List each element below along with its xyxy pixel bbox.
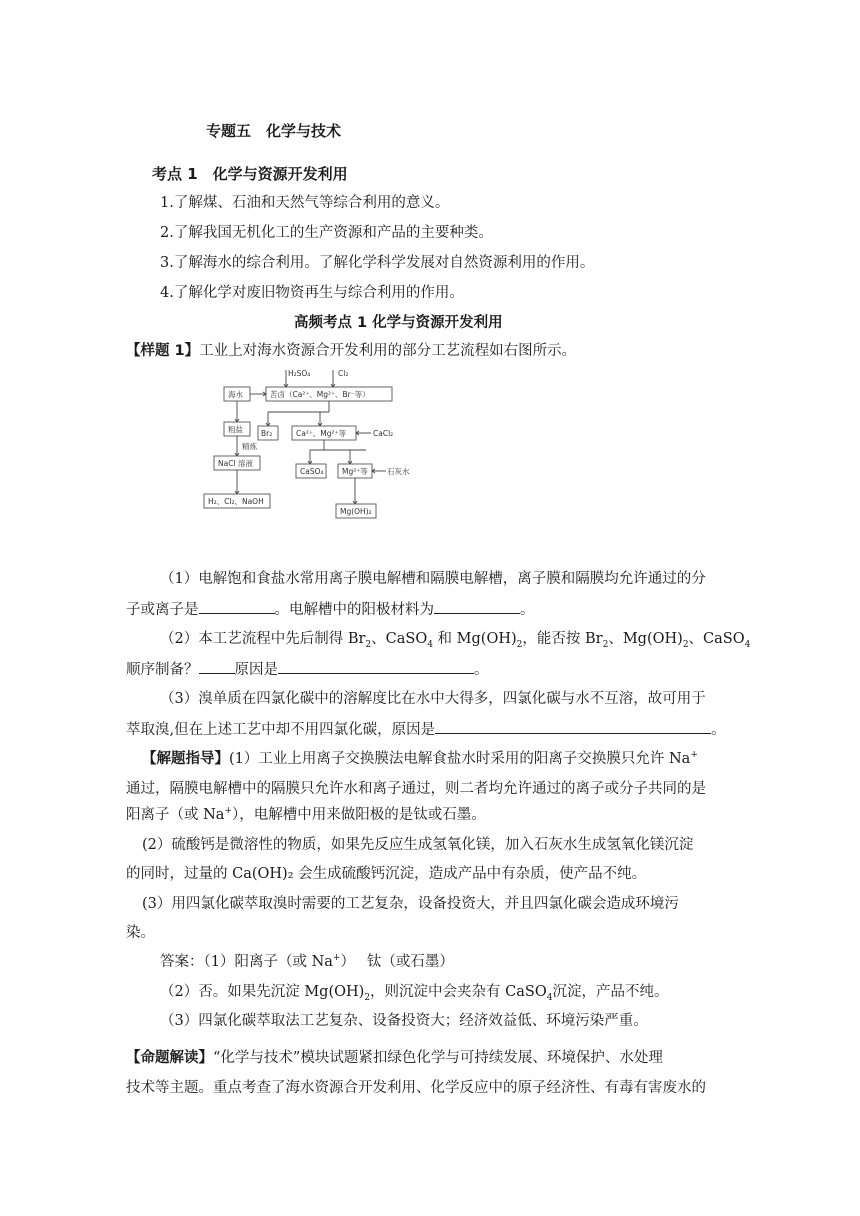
guide-line-2: 通过，隔膜电解槽中的隔膜只允许水和离子通过，则二者均允许通过的离子或分子共同的是 [126, 781, 706, 797]
question-2-line-1: （2）本工艺流程中先后制得 $Br_2$、CaSO$_4$ 和 $Mg(OH)_2$，能否按 $Br_2$、$Mg(OH)_2$、CaSO$_4$ [160, 631, 751, 650]
guide-line-3: 阳离子（或 Na+），电解槽中用来做阳极的是钛或石墨。 [126, 806, 486, 823]
process-flowchart [196, 368, 416, 522]
interpretation-label: 【命题解读】 [126, 1050, 213, 1066]
mgoh2-label: Mg(OH)₂ [340, 507, 372, 516]
interpretation-line-1: 【命题解读】“化学与技术”模块试题紧扣绿色化学与可持续发展、环境保护、水处理 [126, 1050, 663, 1066]
objective-item: 3.了解海水的综合利用。了解化学科学发展对自然资源利用的作用。 [160, 255, 595, 271]
question-1-line-2: 子或离子是 。电解槽中的阳极材料为 。 [126, 599, 535, 620]
example-intro [126, 341, 576, 361]
limewater-label: 石灰水 [387, 467, 410, 476]
answer-blank[interactable] [435, 719, 711, 734]
answer-blank[interactable] [278, 659, 474, 674]
example-text: 工业上对海水资源合开发利用的部分工艺流程如右图所示。 [199, 343, 577, 359]
question-2-line-2: 顺序制备？ 原因是 。 [126, 659, 489, 680]
answer-line-3: （3）四氯化碳萃取法工艺复杂、设备投资大；经济效益低、环境污染严重。 [160, 1013, 648, 1029]
question-1-line-1: （1）电解饱和食盐水常用离子膜电解槽和隔膜电解槽，离子膜和隔膜均允许通过的分 [160, 571, 706, 587]
answer-blank[interactable] [199, 659, 235, 674]
question-3-line-2: 萃取溴,但在上述工艺中却不用四氯化碳，原因是 。 [126, 719, 726, 740]
refine-label: 精炼 [242, 442, 257, 451]
crude-salt-label: 粗盐 [228, 425, 243, 434]
mg-ion-label: Mg²⁺等 [342, 467, 368, 476]
objective-item: 4.了解化学对废旧物资再生与综合利用的作用。 [160, 285, 464, 301]
cl2-label: Cl₂ [338, 369, 349, 378]
guide-line-7: 染。 [126, 925, 155, 941]
objective-item: 2.了解我国无机化工的生产资源和产品的主要种类。 [160, 225, 493, 241]
answer-blank[interactable] [434, 599, 520, 614]
objective-item: 1.了解煤、石油和天然气等综合利用的意义。 [160, 195, 450, 211]
caso4-label: CaSO₄ [300, 467, 324, 476]
guide-line-1: 【解题指导】(1）工业上用离子交换膜法电解食盐水时采用的阳离子交换膜只允许 Na+ [142, 750, 698, 767]
answer-line-2: （2）否。如果先沉淀 $Mg(OH)_2$，则沉淀中会夹杂有 CaSO$_4$沉淀，产品不纯。 [160, 984, 669, 1003]
guide-line-5: 的同时，过量的 Ca(OH)₂ 会生成硫酸钙沉淀，造成产品中有杂质，使产品不纯。 [126, 866, 647, 882]
question-3-line-1: （3）溴单质在四氯化碳中的溶解度比在水中大得多，四氯化碳与水不互溶，故可用于 [160, 691, 706, 707]
h2so4-label: H₂SO₄ [288, 369, 311, 378]
products-label: H₂、Cl₂、NaOH [208, 497, 264, 506]
nacl-solution-label: NaCl 溶液 [218, 459, 253, 468]
guide-label: 【解题指导】 [142, 751, 229, 767]
answer-line-1: 答案：（1）阳离子（或 Na+） 钛（或石墨） [160, 953, 454, 970]
guide-line-6: (3）用四氯化碳萃取溴时需要的工艺复杂，设备投资大，并且四氯化碳会造成环境污 [142, 896, 679, 912]
bittern-label: 苦卤（Ca²⁺、Mg²⁺、Br⁻等） [270, 390, 370, 399]
interpretation-line-2: 技术等主题。重点考查了海水资源合开发利用、化学反应中的原子经济性、有毒有害废水的 [126, 1080, 706, 1096]
br2-label: Br₂ [261, 429, 273, 438]
page-title: 专题五 化学与技术 [206, 122, 342, 140]
answer-blank[interactable] [199, 599, 275, 614]
guide-line-4: (2）硫酸钙是微溶性的物质，如果先反应生成氢氧化镁，加入石灰水生成氢氧化镁沉淀 [142, 837, 694, 853]
section-heading: 考点 1 化学与资源开发利用 [152, 165, 348, 183]
cacl2-label: CaCl₂ [373, 429, 394, 438]
ca-mg-label: Ca²⁺、Mg²⁺等 [296, 429, 346, 438]
subsection-heading: 高频考点 1 化学与资源开发利用 [294, 315, 503, 331]
seawater-label: 海水 [228, 390, 243, 399]
example-label: 【样题 1】 [126, 343, 200, 359]
